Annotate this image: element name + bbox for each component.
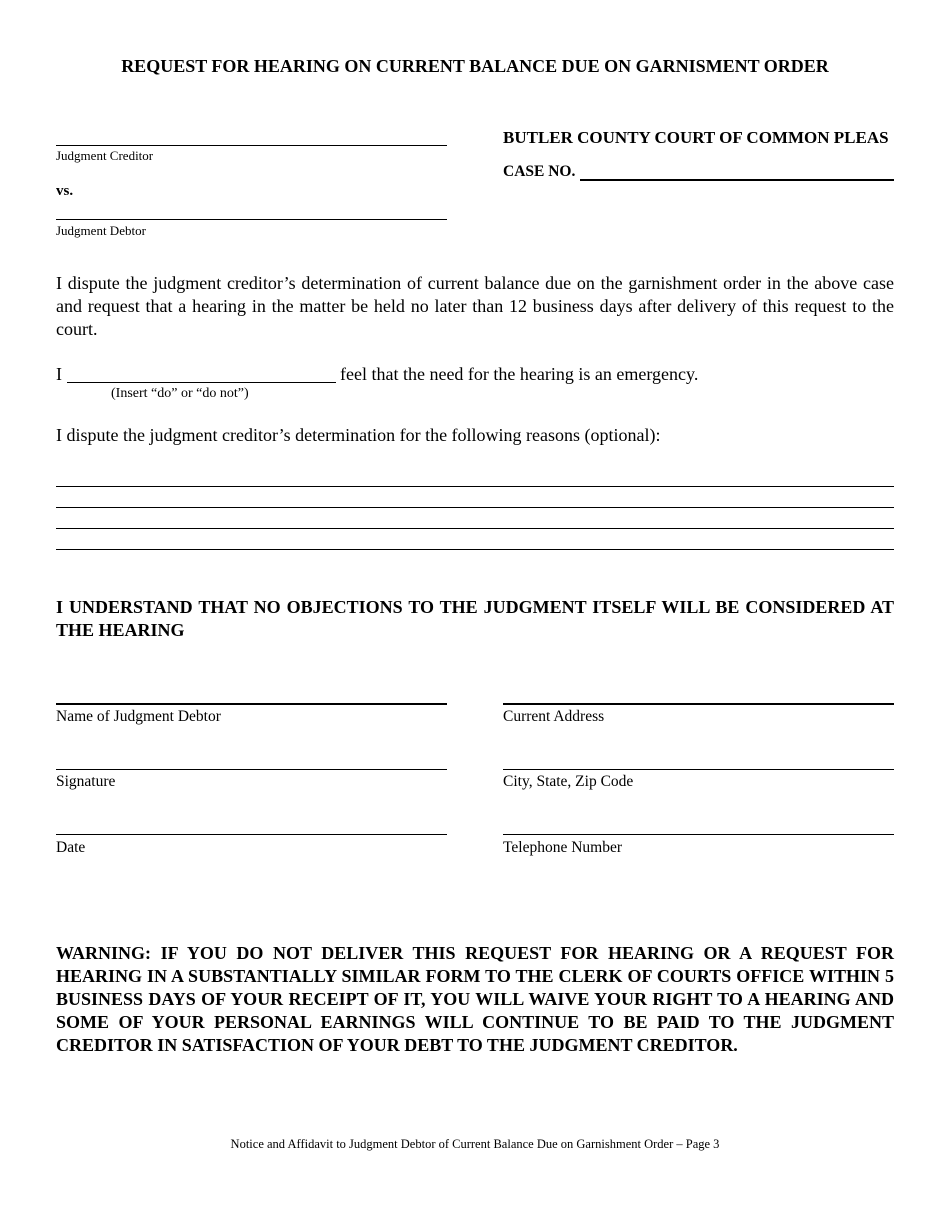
emergency-prefix: I — [56, 364, 62, 384]
page-footer: Notice and Affidavit to Judgment Debtor of Current Balance Due on Garnishment Order – Page 3 — [230, 1137, 720, 1151]
city-label: City, State, Zip Code — [503, 773, 634, 790]
dispute-paragraph: I dispute the judgment creditor’s determination of current balance due on the garnishment order in the above case and request that a hearing in the matter be held no later than 12 business days after delivery of this request to the court. — [56, 273, 894, 339]
signature-label: Signature — [56, 773, 116, 790]
judgment-creditor-field[interactable] — [56, 145, 447, 146]
date-field[interactable] — [56, 834, 447, 835]
reason-line-4[interactable] — [56, 549, 894, 550]
date-label: Date — [56, 839, 86, 856]
warning-notice: WARNING: IF YOU DO NOT DELIVER THIS REQUEST FOR HEARING OR A REQUEST FOR HEARING IN A SUBSTANTIALLY SIMILAR FORM TO THE CLERK OF COURTS OFFICE WITHIN 5 BUSINESS DAYS OF YOUR RECEIPT OF IT, YOU WILL WAIVE YOUR RIGHT TO A HEARING AND SOME OF YOUR PERSONAL EARNINGS WILL CONTINUE TO BE PAID TO THE JUDGMENT CREDITOR IN SATISFACTION OF YOUR DEBT TO THE JUDGMENT CREDITOR. — [56, 943, 894, 1055]
emergency-input[interactable] — [67, 382, 336, 383]
reason-line-3[interactable] — [56, 528, 894, 529]
judgment-debtor-field[interactable] — [56, 219, 447, 220]
name-label: Name of Judgment Debtor — [56, 708, 221, 725]
emergency-hint: (Insert “do” or “do not”) — [111, 386, 249, 401]
emergency-suffix: feel that the need for the hearing is an emergency. — [340, 364, 699, 384]
judgment-creditor-label: Judgment Creditor — [56, 148, 154, 163]
page-title: REQUEST FOR HEARING ON CURRENT BALANCE DUE ON GARNISMENT ORDER — [121, 56, 829, 76]
reason-line-2[interactable] — [56, 507, 894, 508]
judgment-debtor-label: Judgment Debtor — [56, 223, 146, 238]
phone-label: Telephone Number — [503, 839, 622, 856]
case-no-field[interactable] — [580, 179, 894, 181]
name-field[interactable] — [56, 703, 447, 705]
reasons-intro: I dispute the judgment creditor’s determination for the following reasons (optional): — [56, 425, 661, 445]
signature-field[interactable] — [56, 769, 447, 770]
address-label: Current Address — [503, 708, 605, 725]
address-field[interactable] — [503, 703, 894, 705]
phone-field[interactable] — [503, 834, 894, 835]
vs-label: vs. — [56, 183, 74, 199]
city-field[interactable] — [503, 769, 894, 770]
case-no-label: CASE NO. — [503, 163, 576, 180]
court-name: BUTLER COUNTY COURT OF COMMON PLEAS — [503, 128, 889, 147]
understand-notice: I UNDERSTAND THAT NO OBJECTIONS TO THE JUDGMENT ITSELF WILL BE CONSIDERED AT THE HEARING — [56, 597, 894, 640]
reason-line-1[interactable] — [56, 486, 894, 487]
